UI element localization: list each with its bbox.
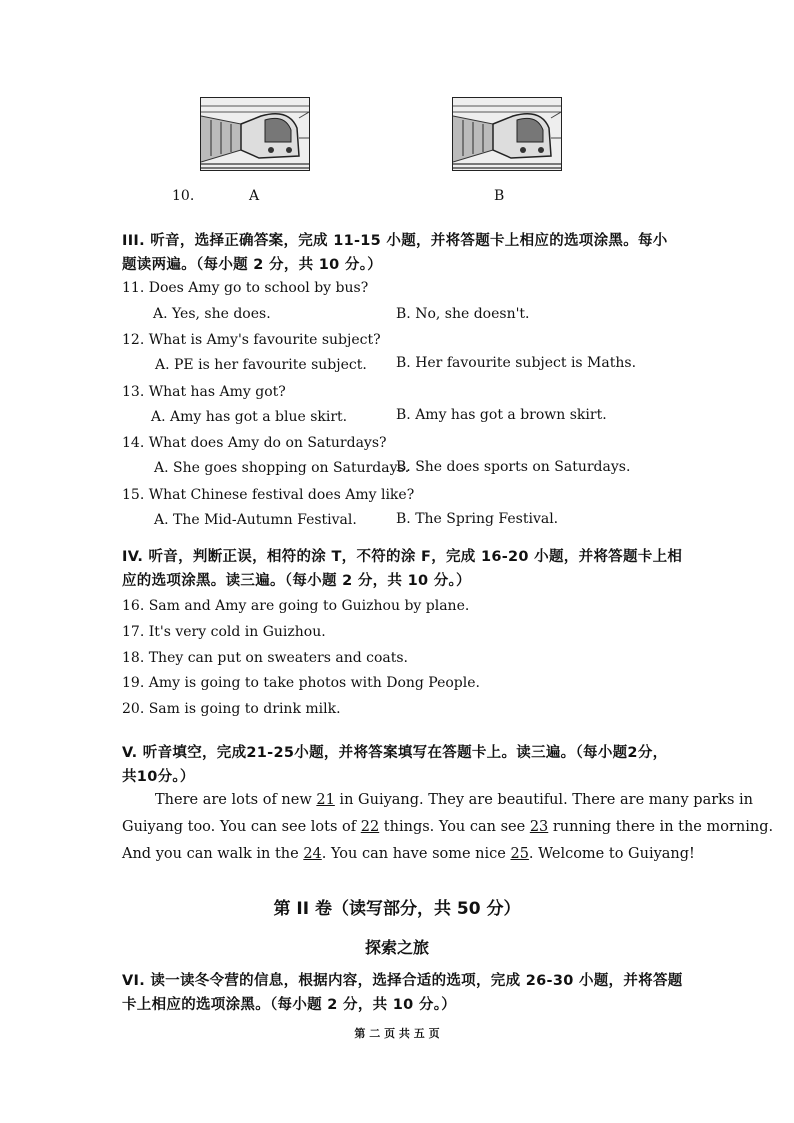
question-12: 12. What is Amy's favourite subject? bbox=[122, 332, 381, 348]
q15-option-a: A. The Mid-Autumn Festival. bbox=[154, 512, 357, 528]
question-11: 11. Does Amy go to school by bus? bbox=[122, 280, 369, 296]
passage-text: . You can have some nice bbox=[321, 846, 511, 862]
question-15: 15. What Chinese festival does Amy like? bbox=[122, 487, 415, 503]
passage-text: There are lots of new bbox=[155, 792, 317, 808]
passage-text: Guiyang too. You can see lots of bbox=[122, 819, 361, 835]
part2-title: 第 II 卷（读写部分，共 50 分） bbox=[273, 899, 521, 919]
statement-19: 19. Amy is going to take photos with Dong People. bbox=[122, 675, 480, 691]
option-b-label: B bbox=[494, 188, 505, 204]
passage-line-2 bbox=[122, 814, 773, 841]
section6-heading-line1: VI. 读一读冬令营的信息，根据内容，选择合适的选项，完成 26-30 小题，并将答题 bbox=[122, 973, 683, 989]
option-a-label: A bbox=[249, 188, 260, 204]
q14-option-b: B. She does sports on Saturdays. bbox=[396, 459, 631, 475]
q11-option-a: A. Yes, she does. bbox=[153, 306, 271, 322]
question-10-number: 10. bbox=[172, 188, 195, 204]
section4-heading-line1: IV. 听音，判断正误，相符的涂 T，不符的涂 F，完成 16-20 小题，并将答题卡上相 bbox=[122, 549, 683, 565]
statement-17: 17. It's very cold in Guizhou. bbox=[122, 624, 326, 640]
passage-text: running there in the morning. bbox=[548, 819, 774, 835]
subway-train-image-b bbox=[452, 97, 562, 171]
section3-heading-line2: 题读两遍。（每小题 2 分，共 10 分。） bbox=[122, 257, 383, 273]
q14-option-a: A. She goes shopping on Saturdays. bbox=[154, 460, 410, 476]
statement-16: 16. Sam and Amy are going to Guizhou by plane. bbox=[122, 598, 470, 614]
blank-24: 24 bbox=[303, 846, 322, 862]
blank-23: 23 bbox=[529, 819, 549, 835]
q13-option-a: A. Amy has got a blue skirt. bbox=[151, 409, 348, 425]
journey-title: 探索之旅 bbox=[364, 938, 429, 957]
blank-25: 25 bbox=[510, 846, 529, 862]
section5-heading-line1: V. 听音填空，完成21-25小题，并将答案填写在答题卡上。读三遍。（每小题2分， bbox=[122, 745, 668, 761]
q11-option-b: B. No, she doesn't. bbox=[396, 306, 530, 322]
blank-21: 21 bbox=[316, 792, 335, 808]
q12-option-a: A. PE is her favourite subject. bbox=[155, 357, 367, 373]
question-14: 14. What does Amy do on Saturdays? bbox=[122, 435, 387, 451]
section6-heading-line2: 卡上相应的选项涂黑。（每小题 2 分，共 10 分。） bbox=[122, 997, 457, 1013]
passage-line-3 bbox=[122, 841, 695, 868]
passage-line-1 bbox=[155, 787, 753, 814]
q13-option-b: B. Amy has got a brown skirt. bbox=[396, 407, 607, 423]
section4-heading-line2: 应的选项涂黑。读三遍。（每小题 2 分，共 10 分。） bbox=[122, 573, 471, 589]
passage-text: in Guiyang. They are beautiful. There are many parks in bbox=[334, 792, 753, 808]
passage-text: . Welcome to Guiyang! bbox=[528, 846, 695, 862]
section3-heading-line1: III. 听音，选择正确答案，完成 11-15 小题，并将答题卡上相应的选项涂黑。每小 bbox=[122, 233, 668, 249]
statement-18: 18. They can put on sweaters and coats. bbox=[122, 650, 409, 666]
train-icon bbox=[201, 98, 309, 170]
subway-train-image-a bbox=[200, 97, 310, 171]
q15-option-b: B. The Spring Festival. bbox=[396, 511, 559, 527]
blank-22: 22 bbox=[360, 819, 380, 835]
statement-20: 20. Sam is going to drink milk. bbox=[122, 701, 341, 717]
train-icon bbox=[453, 98, 561, 170]
passage-text: things. You can see bbox=[379, 819, 530, 835]
page-footer: 第 二 页 共 五 页 bbox=[354, 1027, 440, 1040]
passage-text: And you can walk in the bbox=[122, 846, 304, 862]
q12-option-b: B. Her favourite subject is Maths. bbox=[396, 355, 637, 371]
question-13: 13. What has Amy got? bbox=[122, 384, 286, 400]
section5-heading-line2: 共10分。） bbox=[122, 769, 195, 785]
